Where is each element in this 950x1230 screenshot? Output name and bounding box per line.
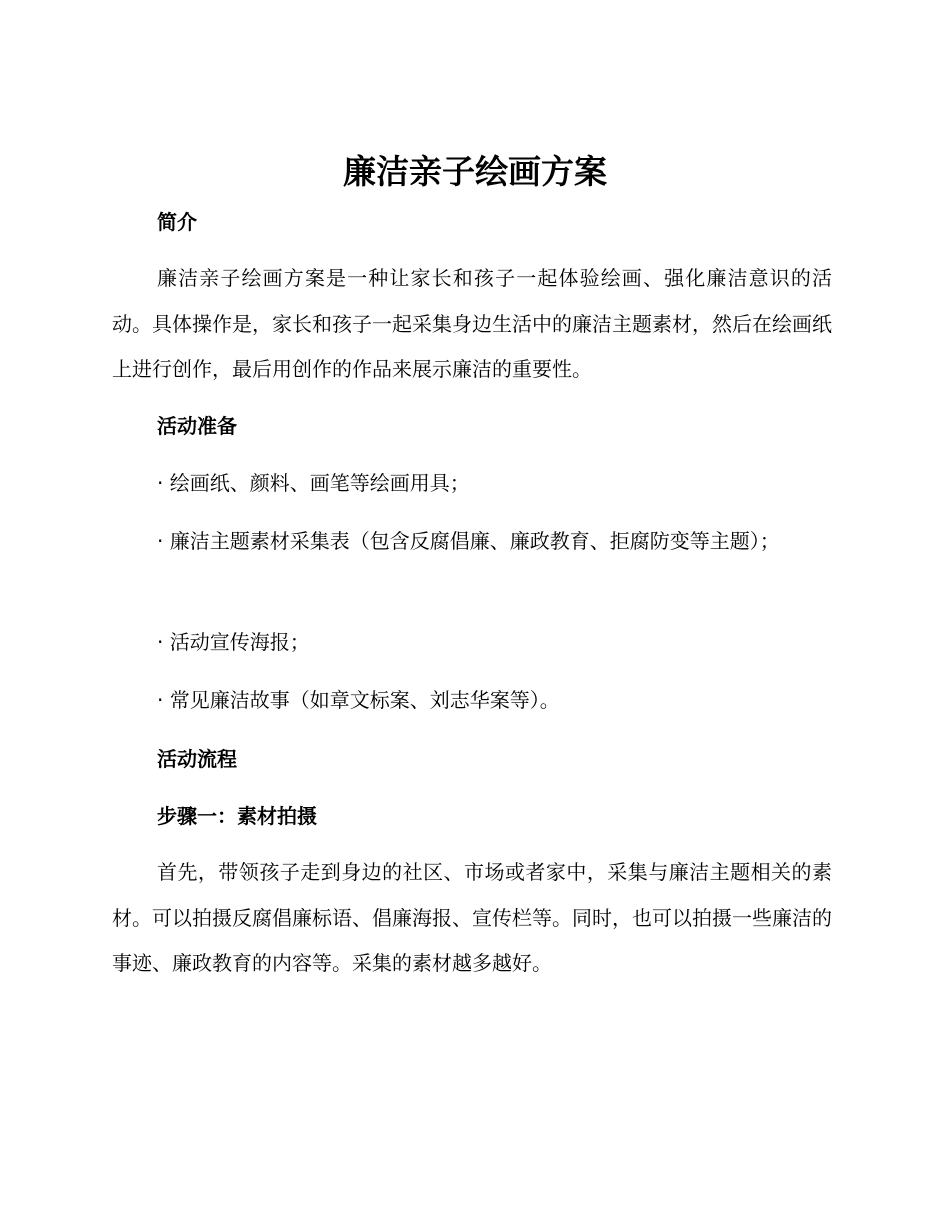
step1-paragraph: 首先，带领孩子走到身边的社区、市场或者家中，采集与廉洁主题相关的素材。可以拍摄反腐倡廉标语、倡廉海报、宣传栏等。同时，也可以拍摄一些廉洁的事迹、廉政教育的内容等。采集的素材越多越好。: [112, 860, 832, 975]
step-heading-1: 步骤一：素材拍摄: [157, 804, 317, 828]
section-heading-intro: 简介: [157, 210, 197, 234]
section-heading-flow: 活动流程: [157, 747, 237, 771]
prep-list-item: · 绘画纸、颜料、画笔等绘画用具；: [157, 471, 470, 495]
intro-paragraph: 廉洁亲子绘画方案是一种让家长和孩子一起体验绘画、强化廉洁意识的活动。具体操作是，家长和孩子一起采集身边生活中的廉洁主题素材，然后在绘画纸上进行创作，最后用创作的作品来展示廉洁的重要性。: [112, 266, 832, 381]
section-heading-preparation: 活动准备: [157, 414, 237, 438]
prep-list-item: · 活动宣传海报；: [157, 630, 310, 654]
prep-list-item: · 廉洁主题素材采集表（包含反腐倡廉、廉政教育、拒腐防变等主题）；: [157, 529, 780, 553]
document-title: 廉洁亲子绘画方案: [343, 152, 607, 191]
prep-list-item: · 常见廉洁故事（如章文标案、刘志华案等）。: [157, 688, 560, 712]
